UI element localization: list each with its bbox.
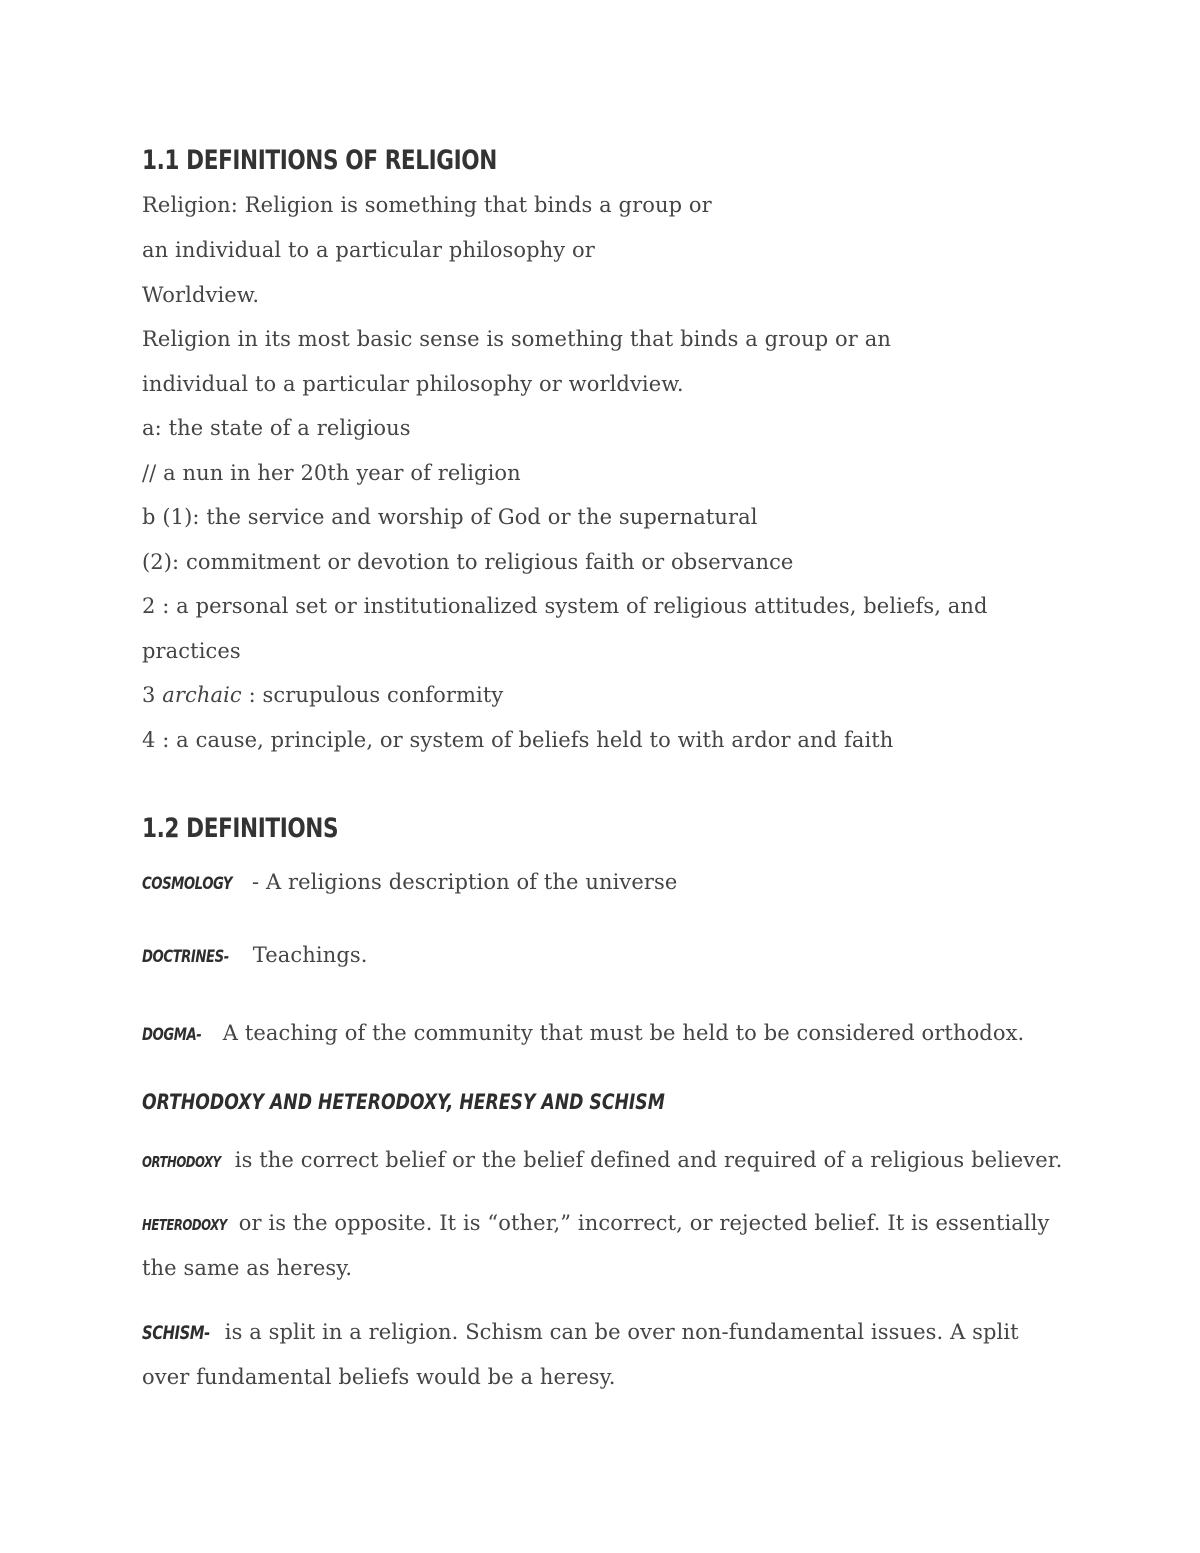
term-definition-schism	[142, 1318, 1019, 1347]
subheading-orthodoxy-heterodoxy: ORTHODOXY AND HETERODOXY, HERESY AND SCHISM	[142, 1090, 665, 1114]
definition-line: b (1): the service and worship of God or the supernatural	[142, 505, 758, 529]
definition-continuation: the same as heresy.	[142, 1256, 353, 1280]
definition-line: an individual to a particular philosophy or	[142, 238, 595, 262]
definition-text: or is the opposite. It is “other,” incorrect, or rejected belief. It is essentially	[232, 1211, 1050, 1235]
item-number: 3	[142, 683, 163, 707]
term-definition-cosmology	[142, 868, 677, 898]
section-1-2-heading: 1.2 DEFINITIONS	[142, 813, 339, 844]
definition-line: 2 : a personal set or institutionalized system of religious attitudes, beliefs, and	[142, 594, 988, 618]
term-dogma: DOGMA-	[142, 1025, 202, 1045]
term-schism: SCHISM-	[142, 1322, 210, 1344]
term-orthodoxy: ORTHODOXY	[142, 1153, 221, 1171]
archaic-label: archaic	[162, 683, 242, 707]
definition-line: // a nun in her 20th year of religion	[142, 461, 521, 485]
definition-line: Religion: Religion is something that binds a group or	[142, 193, 712, 217]
term-definition-dogma	[142, 1019, 1024, 1049]
term-definition-heterodoxy	[142, 1209, 1050, 1239]
item-text: : scrupulous conformity	[241, 683, 504, 707]
definition-item-4: 4 : a cause, principle, or system of beliefs held to with ardor and faith	[142, 728, 894, 752]
definition-line: individual to a particular philosophy or worldview.	[142, 372, 684, 396]
definition-item-3	[142, 681, 503, 709]
term-definition-doctrines	[142, 941, 368, 971]
term-cosmology: COSMOLOGY	[142, 874, 233, 894]
section-1-1-heading: 1.1 DEFINITIONS OF RELIGION	[142, 145, 497, 176]
definition-line: practices	[142, 639, 241, 663]
term-heterodoxy: HETERODOXY	[142, 1216, 227, 1234]
definition-text: - A religions description of the universe	[252, 870, 678, 894]
definition-line: (2): commitment or devotion to religious faith or observance	[142, 550, 794, 574]
definition-text: is the correct belief or the belief defined and required of a religious believer.	[228, 1148, 1063, 1172]
definition-line: a: the state of a religious	[142, 416, 411, 440]
definition-line: Worldview.	[142, 283, 260, 307]
definition-text: Teachings.	[246, 943, 368, 967]
term-definition-orthodoxy	[142, 1146, 1062, 1176]
definition-text: is a split in a religion. Schism can be over non-fundamental issues. A split	[218, 1320, 1019, 1344]
definition-continuation: over fundamental beliefs would be a heresy.	[142, 1365, 616, 1389]
definition-text: A teaching of the community that must be held to be considered orthodox.	[216, 1021, 1025, 1045]
term-doctrines: DOCTRINES-	[142, 947, 229, 967]
definition-line: Religion in its most basic sense is something that binds a group or an	[142, 327, 891, 351]
